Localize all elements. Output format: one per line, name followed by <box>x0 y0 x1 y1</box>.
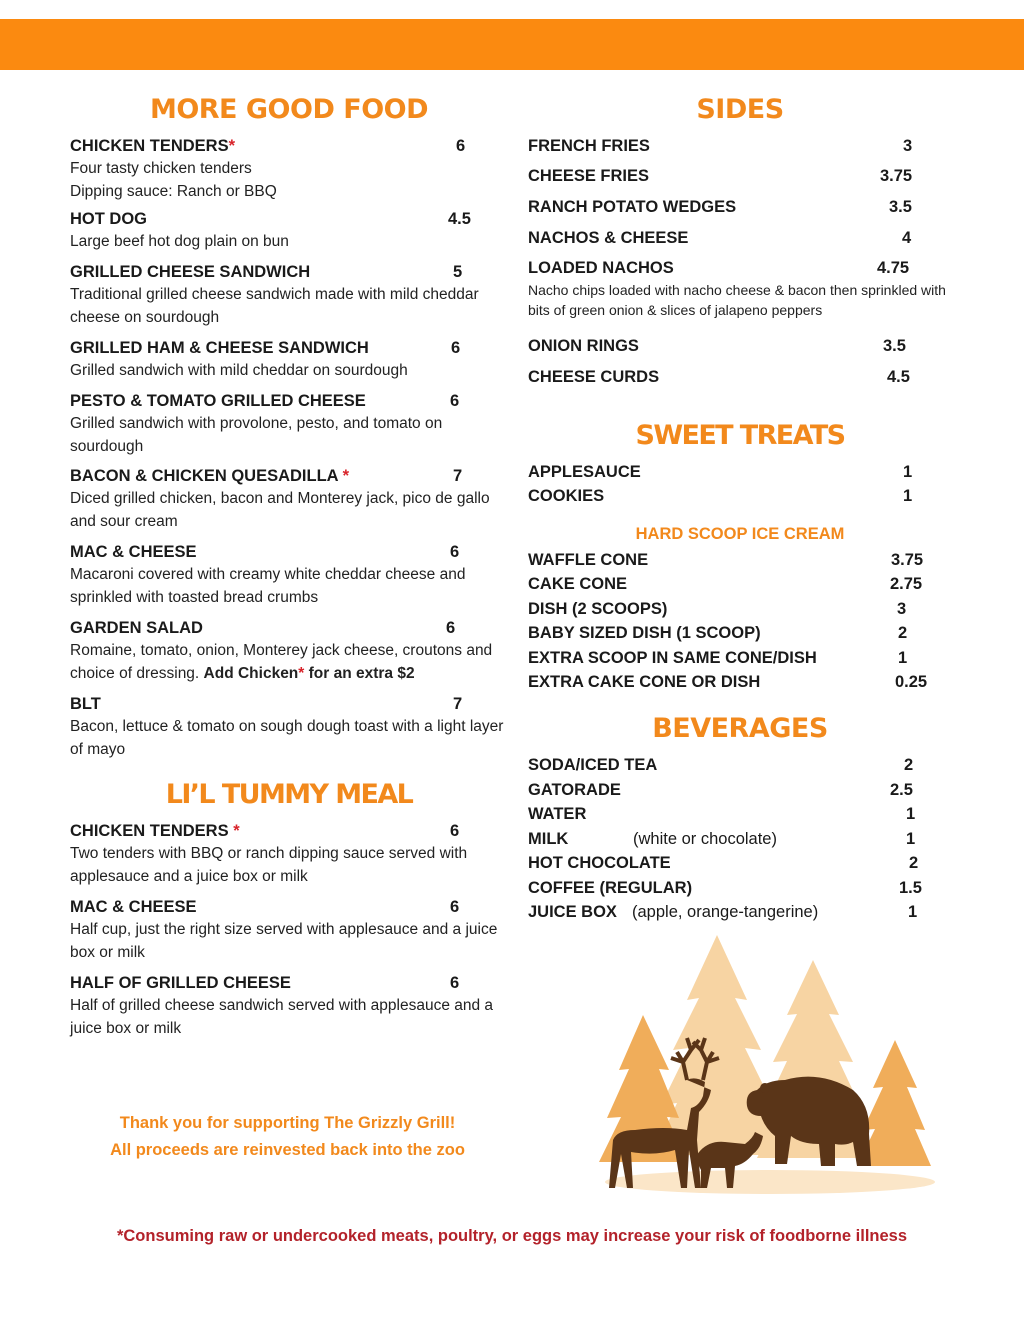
allergen-star: * <box>228 137 236 155</box>
menu-item-quesadilla <box>70 466 510 533</box>
item-price: 3.5 <box>883 337 906 355</box>
item-description: Diced grilled chicken, bacon and Monterey jack, pico de gallo and sour cream <box>70 490 490 530</box>
item-price: 6 <box>450 974 460 992</box>
item-price: 2.5 <box>890 781 913 799</box>
item-price: 3.75 <box>880 167 913 185</box>
menu-item-extra-scoop <box>528 648 953 668</box>
item-price: 5 <box>453 263 463 281</box>
menu-item-half-grilled-cheese <box>70 973 510 1040</box>
item-description: Nacho chips loaded with nacho cheese & bacon then sprinkled with bits of green onion & slices of jalapeno peppers <box>528 282 946 318</box>
item-description: Half of grilled cheese sandwich served with applesauce and a juice box or milk <box>70 997 494 1037</box>
item-price: 0.25 <box>895 673 928 691</box>
menu-item-pesto-tomato <box>70 391 510 458</box>
item-name: SODA/ICED TEA <box>528 756 658 774</box>
item-price: 4 <box>902 229 912 247</box>
item-name: BABY SIZED DISH (1 SCOOP) <box>528 624 761 642</box>
item-price: 6 <box>446 619 456 637</box>
item-name: ONION RINGS <box>528 337 639 355</box>
item-name: BLT <box>70 695 101 713</box>
item-name: CHICKEN TENDERS <box>70 822 234 840</box>
item-price: 6 <box>456 137 466 155</box>
item-price: 1.5 <box>899 879 922 897</box>
allergen-star: * <box>342 467 349 485</box>
item-price: 4.5 <box>887 368 910 386</box>
item-name: MILK <box>528 830 569 848</box>
menu-item-cake-cone <box>528 574 953 594</box>
item-name: HALF OF GRILLED CHEESE <box>70 974 291 992</box>
item-price: 2 <box>909 854 919 872</box>
item-name: MAC & CHEESE <box>70 543 197 561</box>
section-title-lil-tummy: LI’L TUMMY MEAL <box>165 779 413 810</box>
item-description: Macaroni covered with creamy white cheddar cheese and sprinkled with toasted bread crumbs <box>70 566 466 606</box>
menu-item-dish-2-scoops <box>528 599 953 619</box>
menu-item-grilled-cheese <box>70 262 510 329</box>
menu-item-cheese-fries <box>528 166 953 186</box>
menu-item-french-fries <box>528 136 953 156</box>
item-name: COFFEE (REGULAR) <box>528 879 693 897</box>
item-name: GARDEN SALAD <box>70 619 203 637</box>
item-name: HOT CHOCOLATE <box>528 854 671 872</box>
item-price: 3 <box>903 137 913 155</box>
item-name: RANCH POTATO WEDGES <box>528 198 737 216</box>
menu-item-ranch-wedges <box>528 197 953 217</box>
menu-item-hot-chocolate <box>528 853 953 873</box>
item-description: Large beef hot dog plain on bun <box>70 233 289 250</box>
item-price: 1 <box>906 830 916 848</box>
item-name: CHEESE CURDS <box>528 368 660 386</box>
section-title-more-good-food: MORE GOOD FOOD <box>149 94 429 125</box>
menu-item-hot-dog <box>70 209 510 254</box>
section-title-sweet-treats: SWEET TREATS <box>635 420 845 451</box>
menu-item-cheese-curds <box>528 367 953 387</box>
item-price: 6 <box>451 339 461 357</box>
item-name: WATER <box>528 805 587 823</box>
menu-item-kids-mac-cheese <box>70 897 510 964</box>
item-description: Grilled sandwich with mild cheddar on sourdough <box>70 362 408 379</box>
item-price: 2 <box>898 624 908 642</box>
section-title-sides: SIDES <box>696 94 784 125</box>
item-name: EXTRA SCOOP IN SAME CONE/DISH <box>528 649 817 667</box>
item-description: Romaine, tomato, onion, Monterey jack cheese, croutons and choice of dressing. Add Chicken* for an extra $2 <box>70 642 493 682</box>
menu-item-milk <box>528 829 953 849</box>
allergen-star: * <box>233 822 240 840</box>
item-name: HOT DOG <box>70 210 147 228</box>
item-price: 3.75 <box>891 551 924 569</box>
menu-item-extra-cake-cone <box>528 672 953 692</box>
item-name: CAKE CONE <box>528 575 628 593</box>
menu-item-blt <box>70 694 510 761</box>
item-price: 1 <box>908 903 918 921</box>
item-name: GRILLED HAM & CHEESE SANDWICH <box>70 339 369 357</box>
menu-item-garden-salad <box>70 618 510 685</box>
menu-item-loaded-nachos <box>528 258 953 320</box>
menu-item-onion-rings <box>528 336 953 356</box>
item-name: GRILLED CHEESE SANDWICH <box>70 263 311 281</box>
health-disclaimer: *Consuming raw or undercooked meats, poultry, or eggs may increase your risk of foodborne illness <box>116 1227 908 1245</box>
item-name: FRENCH FRIES <box>528 137 650 155</box>
item-price: 1 <box>903 487 913 505</box>
item-price: 7 <box>453 695 463 713</box>
item-price: 3 <box>897 600 907 618</box>
item-description: Four tasty chicken tenders Dipping sauce: Ranch or BBQ <box>70 160 277 200</box>
menu-item-nachos-cheese <box>528 228 953 248</box>
item-price: 4.75 <box>877 259 910 277</box>
menu-item-water <box>528 804 953 824</box>
ice-cream-subheading: HARD SCOOP ICE CREAM <box>635 525 845 543</box>
item-price: 4.5 <box>448 210 471 228</box>
menu-item-juice-box <box>528 902 953 922</box>
item-description: Half cup, just the right size served with applesauce and a juice box or milk <box>70 921 498 961</box>
menu-item-chicken-tenders <box>70 136 510 203</box>
menu-item-cookies <box>528 486 953 506</box>
menu-item-waffle-cone <box>528 550 953 570</box>
item-name: WAFFLE CONE <box>528 551 649 569</box>
section-title-beverages: BEVERAGES <box>652 713 828 744</box>
item-name: DISH (2 SCOOPS) <box>528 600 668 618</box>
item-price: 1 <box>906 805 916 823</box>
item-name: APPLESAUCE <box>528 463 641 481</box>
item-price: 2 <box>904 756 914 774</box>
item-description: Two tenders with BBQ or ranch dipping sauce served with applesauce and a juice box or milk <box>70 845 468 885</box>
menu-item-gatorade <box>528 780 953 800</box>
menu-item-soda <box>528 755 953 775</box>
item-note: (apple, orange-tangerine) <box>632 903 819 921</box>
item-name: EXTRA CAKE CONE OR DISH <box>528 673 761 691</box>
item-price: 2.75 <box>890 575 923 593</box>
menu-item-grilled-ham-cheese <box>70 338 510 383</box>
menu-item-applesauce <box>528 462 953 482</box>
menu-item-mac-cheese <box>70 542 510 609</box>
item-price: 6 <box>450 392 460 410</box>
item-price: 1 <box>898 649 908 667</box>
menu-item-coffee <box>528 878 953 898</box>
item-name: JUICE BOX <box>528 903 617 921</box>
thank-you-note: Thank you for supporting The Grizzly Grill! All proceeds are reinvested back into the zoo <box>110 1114 465 1159</box>
item-price: 6 <box>450 898 460 916</box>
menu-item-kids-chicken-tenders <box>70 821 510 888</box>
item-price: 1 <box>903 463 913 481</box>
item-name: MAC & CHEESE <box>70 898 197 916</box>
item-name: GATORADE <box>528 781 621 799</box>
item-note: (white or chocolate) <box>633 830 777 848</box>
item-price: 6 <box>450 822 460 840</box>
item-name: COOKIES <box>528 487 605 505</box>
ground-shadow <box>605 1170 935 1194</box>
item-description: Traditional grilled cheese sandwich made with mild cheddar cheese on sourdough <box>70 286 479 326</box>
menu-item-baby-dish <box>528 623 953 643</box>
item-price: 7 <box>453 467 463 485</box>
item-name: NACHOS & CHEESE <box>528 229 689 247</box>
item-name: BACON & CHICKEN QUESADILLA <box>70 467 343 485</box>
top-banner <box>0 19 1024 70</box>
item-price: 6 <box>450 543 460 561</box>
item-name: PESTO & TOMATO GRILLED CHEESE <box>70 392 366 410</box>
forest-animals-icon <box>595 930 935 1195</box>
item-name: LOADED NACHOS <box>528 259 674 277</box>
item-description: Grilled sandwich with provolone, pesto, and tomato on sourdough <box>70 415 443 455</box>
item-name: CHEESE FRIES <box>528 167 650 185</box>
item-price: 3.5 <box>889 198 912 216</box>
item-description: Bacon, lettuce & tomato on sough dough toast with a light layer of mayo <box>70 718 504 758</box>
item-name: CHICKEN TENDERS <box>70 137 229 155</box>
